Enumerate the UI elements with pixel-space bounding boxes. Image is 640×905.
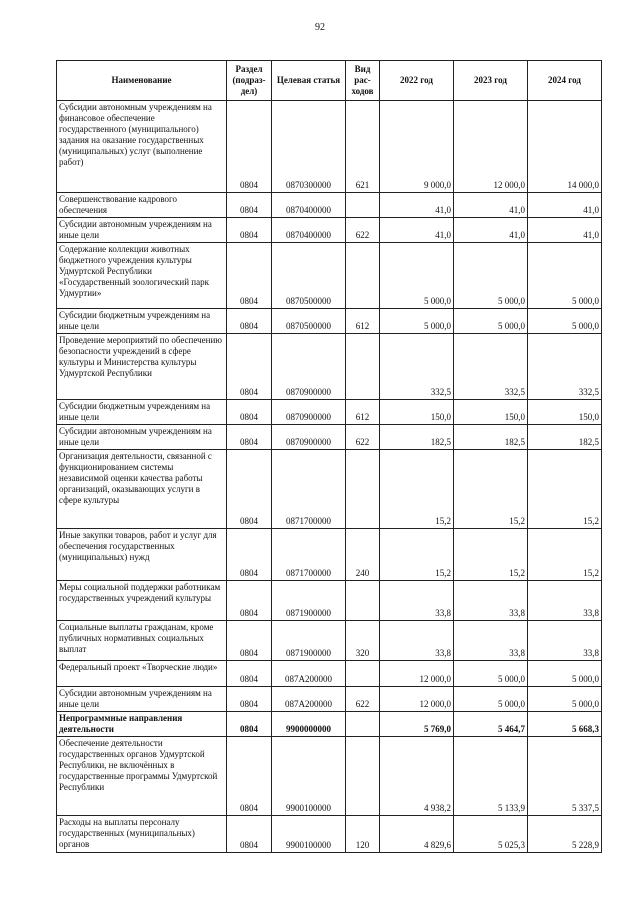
row-section: 0804 (227, 712, 272, 737)
row-name: Обеспечение деятельности государственных органов Удмуртской Республики, не включённых в государственные программы Удмуртской Республики (57, 737, 227, 816)
row-name: Федеральный проект «Творческие люди» (57, 661, 227, 687)
row-name: Непрограммные направления деятельности (57, 712, 227, 737)
row-2024: 33,8 (528, 621, 602, 661)
row-type (346, 193, 380, 218)
row-2024: 5 668,3 (528, 712, 602, 737)
row-section: 0804 (227, 687, 272, 712)
row-2024: 182,5 (528, 425, 602, 450)
row-section: 0804 (227, 661, 272, 687)
row-2023: 5 000,0 (454, 661, 528, 687)
row-2024: 33,8 (528, 581, 602, 621)
row-2023: 5 000,0 (454, 687, 528, 712)
table-row (57, 309, 602, 334)
row-2022: 4 938,2 (380, 737, 454, 816)
row-section: 0804 (227, 425, 272, 450)
row-target: 0870900000 (272, 400, 346, 425)
row-2023: 15,2 (454, 450, 528, 529)
row-section: 0804 (227, 816, 272, 853)
row-2022: 9 000,0 (380, 101, 454, 193)
header-2023: 2023 год (454, 61, 528, 101)
row-2023: 41,0 (454, 193, 528, 218)
row-name: Субсидии бюджетным учреждениям на иные цели (57, 400, 227, 425)
table-row (57, 737, 602, 816)
table-row (57, 218, 602, 243)
row-2023: 5 464,7 (454, 712, 528, 737)
table-row (57, 334, 602, 400)
row-type: 612 (346, 309, 380, 334)
row-2023: 41,0 (454, 218, 528, 243)
row-2023: 150,0 (454, 400, 528, 425)
header-type: Вид рас-ходов (346, 61, 380, 101)
row-name: Расходы на выплаты персоналу государственных (муниципальных) органов (57, 816, 227, 853)
header-2022: 2022 год (380, 61, 454, 101)
row-section: 0804 (227, 450, 272, 529)
row-section: 0804 (227, 309, 272, 334)
row-2022: 33,8 (380, 581, 454, 621)
row-2023: 5 000,0 (454, 309, 528, 334)
row-target: 0871900000 (272, 621, 346, 661)
row-name: Субсидии бюджетным учреждениям на иные цели (57, 309, 227, 334)
row-2024: 41,0 (528, 218, 602, 243)
row-type (346, 581, 380, 621)
row-2024: 5 000,0 (528, 243, 602, 309)
row-2022: 41,0 (380, 193, 454, 218)
table-row (57, 243, 602, 309)
header-section: Раздел (подраз-дел) (227, 61, 272, 101)
row-2024: 5 000,0 (528, 661, 602, 687)
row-target: 9900100000 (272, 816, 346, 853)
budget-table (56, 60, 602, 853)
row-section: 0804 (227, 400, 272, 425)
table-row (57, 687, 602, 712)
row-2024: 5 000,0 (528, 309, 602, 334)
row-2024: 14 000,0 (528, 101, 602, 193)
row-target: 087A200000 (272, 661, 346, 687)
page-number: 92 (315, 22, 325, 33)
table-row (57, 581, 602, 621)
row-2022: 15,2 (380, 450, 454, 529)
row-section: 0804 (227, 101, 272, 193)
row-name: Субсидии автономным учреждениям на иные цели (57, 425, 227, 450)
row-section: 0804 (227, 193, 272, 218)
row-2023: 12 000,0 (454, 101, 528, 193)
row-2023: 182,5 (454, 425, 528, 450)
row-type: 622 (346, 218, 380, 243)
row-name: Совершенствование кадрового обеспечения (57, 193, 227, 218)
table-row (57, 400, 602, 425)
row-2022: 4 829,6 (380, 816, 454, 853)
row-target: 0870300000 (272, 101, 346, 193)
header-target: Целевая статья (272, 61, 346, 101)
row-type (346, 661, 380, 687)
table-header-row (57, 61, 602, 101)
row-target: 0871700000 (272, 450, 346, 529)
row-2022: 15,2 (380, 529, 454, 581)
row-2024: 5 337,5 (528, 737, 602, 816)
row-section: 0804 (227, 218, 272, 243)
row-section: 0804 (227, 529, 272, 581)
row-2022: 33,8 (380, 621, 454, 661)
row-2022: 182,5 (380, 425, 454, 450)
row-type (346, 712, 380, 737)
row-name: Содержание коллекции животных бюджетного учреждения культуры Удмуртской Республики «Государственный зоологический парк Удмуртии» (57, 243, 227, 309)
row-name: Иные закупки товаров, работ и услуг для обеспечения государственных (муниципальных) нужд (57, 529, 227, 581)
row-section: 0804 (227, 334, 272, 400)
header-name: Наименование (57, 61, 227, 101)
row-2024: 5 228,9 (528, 816, 602, 853)
row-2023: 33,8 (454, 581, 528, 621)
header-2024: 2024 год (528, 61, 602, 101)
row-type: 621 (346, 101, 380, 193)
row-target: 9900100000 (272, 737, 346, 816)
row-target: 087A200000 (272, 687, 346, 712)
row-section: 0804 (227, 243, 272, 309)
row-2023: 5 133,9 (454, 737, 528, 816)
row-2023: 33,8 (454, 621, 528, 661)
row-target: 0870500000 (272, 243, 346, 309)
row-2024: 15,2 (528, 529, 602, 581)
row-2024: 332,5 (528, 334, 602, 400)
table-row (57, 425, 602, 450)
row-target: 9900000000 (272, 712, 346, 737)
row-section: 0804 (227, 737, 272, 816)
row-section: 0804 (227, 621, 272, 661)
row-target: 0871900000 (272, 581, 346, 621)
row-2024: 15,2 (528, 450, 602, 529)
row-2022: 5 000,0 (380, 243, 454, 309)
row-2023: 5 025,3 (454, 816, 528, 853)
row-target: 0870400000 (272, 218, 346, 243)
row-type: 120 (346, 816, 380, 853)
row-type: 240 (346, 529, 380, 581)
row-2023: 332,5 (454, 334, 528, 400)
row-2022: 332,5 (380, 334, 454, 400)
row-type: 622 (346, 687, 380, 712)
row-type (346, 334, 380, 400)
row-type (346, 450, 380, 529)
row-type: 622 (346, 425, 380, 450)
table-row (57, 101, 602, 193)
table-row (57, 661, 602, 687)
row-2023: 15,2 (454, 529, 528, 581)
table-row (57, 621, 602, 661)
row-type: 320 (346, 621, 380, 661)
table-row (57, 193, 602, 218)
row-target: 0870900000 (272, 425, 346, 450)
row-type: 612 (346, 400, 380, 425)
row-name: Проведение мероприятий по обеспечению безопасности учреждений в сфере культуры и Министерства культуры Удмуртской Республики (57, 334, 227, 400)
row-target: 0871700000 (272, 529, 346, 581)
row-2022: 12 000,0 (380, 687, 454, 712)
table-row (57, 450, 602, 529)
row-type (346, 737, 380, 816)
row-name: Субсидии автономным учреждениям на иные цели (57, 687, 227, 712)
row-2022: 150,0 (380, 400, 454, 425)
row-name: Субсидии автономным учреждениям на иные цели (57, 218, 227, 243)
row-target: 0870500000 (272, 309, 346, 334)
row-2022: 5 000,0 (380, 309, 454, 334)
table-row (57, 712, 602, 737)
row-name: Субсидии автономным учреждениям на финансовое обеспечение государственного (муниципального) задания на оказание государственных (муниципальных) услуг (выполнение работ) (57, 101, 227, 193)
row-name: Меры социальной поддержки работникам государственных учреждений культуры (57, 581, 227, 621)
table-row (57, 816, 602, 853)
row-2024: 41,0 (528, 193, 602, 218)
row-target: 0870400000 (272, 193, 346, 218)
row-target: 0870900000 (272, 334, 346, 400)
row-2024: 150,0 (528, 400, 602, 425)
row-2022: 41,0 (380, 218, 454, 243)
row-name: Организация деятельности, связанной с функционированием системы независимой оценки качества работы организаций, оказывающих услуги в сфере культуры (57, 450, 227, 529)
row-2024: 5 000,0 (528, 687, 602, 712)
row-type (346, 243, 380, 309)
row-section: 0804 (227, 581, 272, 621)
table-row (57, 529, 602, 581)
row-2022: 5 769,0 (380, 712, 454, 737)
row-name: Социальные выплаты гражданам, кроме публичных нормативных социальных выплат (57, 621, 227, 661)
row-2023: 5 000,0 (454, 243, 528, 309)
row-2022: 12 000,0 (380, 661, 454, 687)
